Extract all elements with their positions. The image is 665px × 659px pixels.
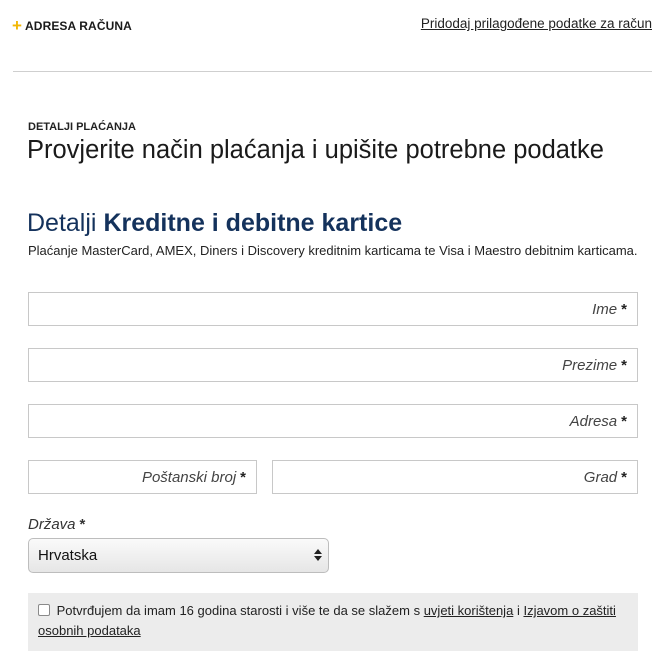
postal-code-field[interactable] [28,460,257,494]
postal-code-placeholder: Poštanski broj [141,469,237,486]
card-title-prefix: Detalji [27,209,97,237]
card-details-title [27,209,402,238]
country-label [28,516,85,533]
consent-conjunction: i [516,603,520,618]
required-mark: * [621,357,627,374]
billing-address-label: ADRESA RAČUNA [25,19,132,33]
select-arrows-icon [314,547,322,563]
first-name-field[interactable] [28,292,638,326]
country-select[interactable] [28,538,329,573]
billing-address-bar [0,0,665,72]
plus-icon: + [12,16,23,35]
consent-box [28,593,638,651]
privacy-link[interactable]: Izjavom o zaštiti osobnih podataka [38,603,616,638]
consent-text: Potvrđujem da imam 16 godina starosti i više te da se slažem s [56,603,421,618]
consent-checkbox[interactable] [38,604,50,616]
country-select-value: Hrvatska [38,547,98,564]
required-mark: * [621,469,627,486]
address-placeholder: Adresa [569,413,618,430]
address-field[interactable] [28,404,638,438]
add-custom-billing-data-link[interactable]: Pridodaj prilagođene podatke za račun [420,16,652,31]
last-name-field[interactable] [28,348,638,382]
required-mark: * [621,413,627,430]
city-placeholder: Grad [583,469,618,486]
city-field[interactable] [272,460,638,494]
payment-details-eyebrow: DETALJI PLAĆANJA [28,121,136,133]
add-billing-address-toggle[interactable] [12,15,132,35]
country-label-text: Država [28,516,76,533]
card-description: Plaćanje MasterCard, AMEX, Diners i Discovery kreditnim karticama te Visa i Maestro debitnim karticama. [28,243,638,258]
required-mark: * [240,469,246,486]
last-name-placeholder: Prezime [562,357,618,374]
terms-link[interactable]: uvjeti korištenja [423,603,514,618]
required-mark: * [79,516,86,533]
payment-heading: Provjerite način plaćanja i upišite potrebne podatke [27,136,604,164]
section-divider [13,71,652,72]
required-mark: * [621,301,627,318]
first-name-placeholder: Ime [592,301,618,318]
card-title-bold: Kreditne i debitne kartice [103,209,403,237]
